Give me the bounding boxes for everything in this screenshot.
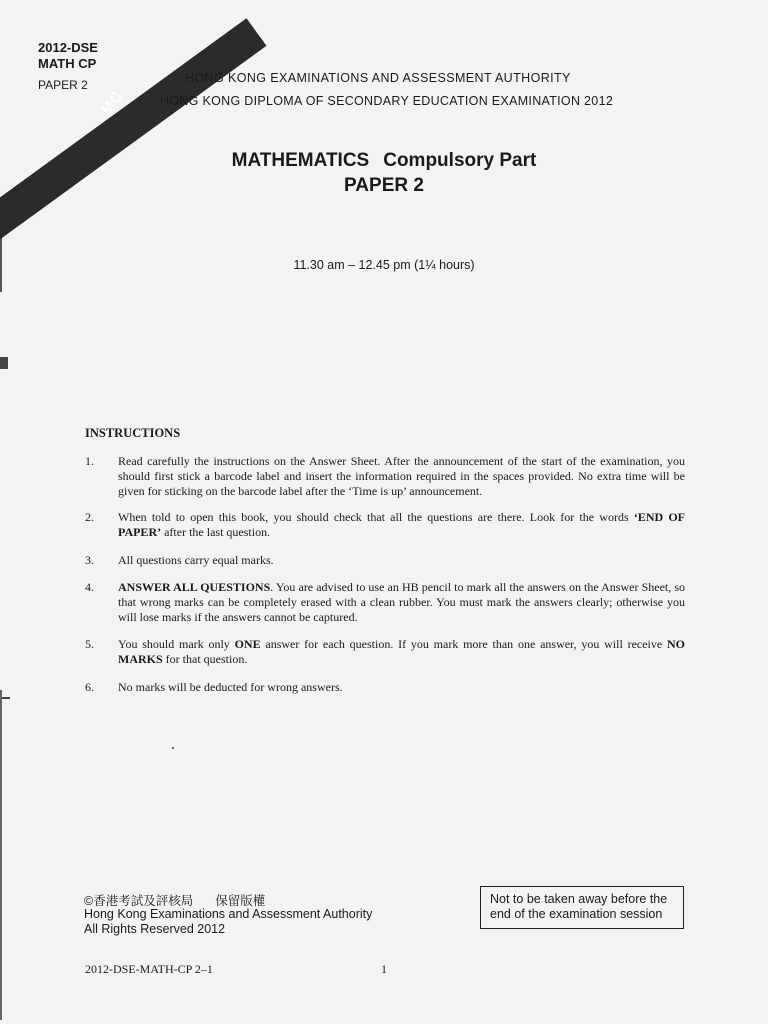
exam-code-year: 2012-DSE [38, 40, 98, 55]
notice-box [480, 886, 684, 929]
copyright-cn-holder: ©香港考試及評核局 [84, 894, 194, 908]
instruction-text [118, 580, 685, 625]
instruction-emphasis: ‘END OF PAPER’ [118, 510, 685, 539]
exam-time: 11.30 am – 12.45 pm (1¼ hours) [293, 258, 475, 272]
scan-speck [172, 747, 174, 749]
instruction-text: Read carefully the instructions on the Answer Sheet. After the announcement of the start of the examination, you should first stick a barcode label and insert the information required in the spaces provided. No extra time will be given for sticking on the barcode label after the ‘Time is up’ announcement. [118, 454, 685, 498]
notice-line: Not to be taken away before the [490, 892, 668, 906]
paper-title: PAPER 2 [344, 175, 424, 196]
copyright-rights: All Rights Reserved 2012 [84, 922, 226, 936]
page-title [0, 150, 768, 172]
instruction-text: No marks will be deducted for wrong answers. [118, 680, 343, 694]
instruction-text: All questions carry equal marks. [118, 553, 274, 567]
subject-title: MATHEMATICS [231, 150, 370, 171]
instruction-number: 6. [85, 680, 94, 694]
instruction-number: 1. [85, 454, 94, 468]
instruction-emphasis: ANSWER ALL QUESTIONS [118, 580, 271, 594]
paper-tag: PAPER 2 [38, 78, 88, 92]
instruction-emphasis: ONE [234, 637, 261, 651]
instruction-text-part: You should mark only [118, 637, 235, 651]
instruction-number: 5. [85, 637, 94, 651]
exam-code [38, 40, 98, 72]
binding-block [0, 357, 8, 369]
instruction-number: 4. [85, 580, 94, 594]
instruction-text [118, 637, 685, 667]
part-title: Compulsory Part [383, 150, 537, 171]
instruction-number: 2. [85, 510, 94, 524]
binding-mark-bottom [0, 690, 2, 1020]
instruction-text-part: after the last question. [161, 525, 271, 539]
page-number: 1 [381, 962, 387, 976]
instruction-text-part: for that question. [162, 652, 248, 666]
copyright-authority: Hong Kong Examinations and Assessment Authority [84, 907, 373, 921]
instruction-number: 3. [85, 553, 94, 567]
exam-name: HONG KONG DIPLOMA OF SECONDARY EDUCATION EXAMINATION 2012 [160, 94, 614, 108]
footer-paper-code: 2012-DSE-MATH-CP 2–1 [85, 962, 213, 976]
instruction-emphasis: NO MARKS [118, 637, 685, 666]
instruction-text-part: answer for each question. If you mark more than one answer, you will receive [260, 637, 667, 651]
copyright-cn-rights: 保留版權 [215, 894, 266, 908]
instructions-heading: INSTRUCTIONS [85, 426, 181, 440]
notice-line: end of the examination session [490, 907, 663, 921]
authority-name: HONG KONG EXAMINATIONS AND ASSESSMENT AUTHORITY [185, 71, 571, 85]
instruction-text-part: When told to open this book, you should check that all the questions are there. Look for the words [118, 510, 634, 524]
mc-band-label: MC [98, 87, 127, 118]
instruction-text-part: . You are advised to use an HB pencil to mark all the answers on the Answer Sheet, so that wrong marks can be completely erased with a clean rubber. You must mark the answers clearly; otherwise you will lose marks if the answers cannot be captured. [118, 580, 686, 624]
instruction-text [118, 510, 685, 540]
exam-code-subject: MATH CP [38, 56, 97, 71]
